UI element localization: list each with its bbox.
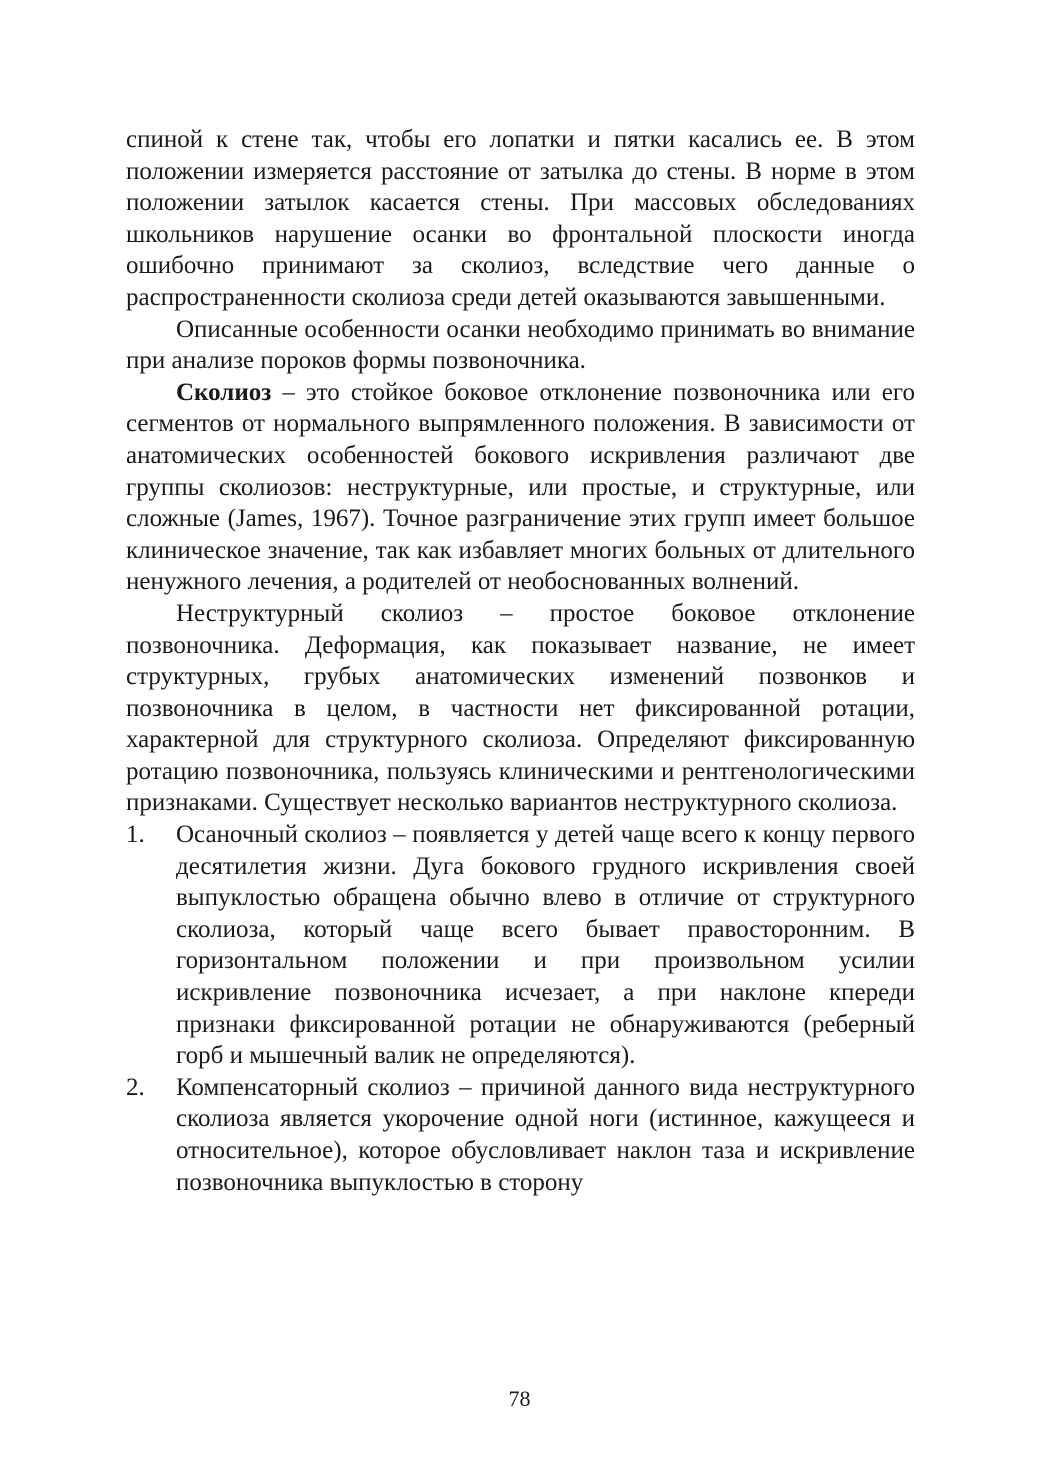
- paragraph-posture-note: Описанные особенности осанки необходимо принимать во внимание при анализе пороков формы позвоночника.: [126, 315, 915, 375]
- paragraph-nonstructural: Неструктурный сколиоз – простое боковое отклонение позвоночника. Деформация, как показывает название, не имеет структурных, грубых анатомических изменений позвонков и позвоночника в целом, в частности нет фиксированной ротации, характерной для структурного сколиоза. Определяют фиксированную ротацию позвоночника, пользуясь клиническими и рентгенологическими признаками. Существует несколько вариантов неструктурного сколиоза.: [126, 599, 915, 817]
- term-scoliosis: Сколиоз: [176, 378, 272, 406]
- body-text: [126, 124, 915, 1198]
- page-number: 78: [508, 1386, 531, 1411]
- list-number: 1.: [126, 821, 145, 849]
- list-text: Компенсаторный сколиоз – причиной данного вида неструктурного сколиоза является укорочение одной ноги (истинное, кажущееся и относительное), которое обусловливает наклон таза и искривление позвоночника выпуклостью в сторону: [176, 1073, 915, 1196]
- list-text: Осаночный сколиоз – появляется у детей чаще всего к концу первого десятилетия жизни. Дуга бокового грудного искривления своей выпуклостью обращена обычно влево в отличие от структурного сколиоза, который чаще всего бывает правосторонним. В горизонтальном положении и при произвольном усилии искривление позвоночника исчезает, а при наклоне кпереди признаки фиксированной ротации не обнаруживаются (реберный горб и мышечный валик не определяются).: [176, 821, 915, 1070]
- paragraph-scoliosis-definition: [126, 377, 915, 598]
- list-item-2: [126, 1072, 915, 1198]
- list-number: 2.: [126, 1073, 145, 1101]
- definition-text: – это стойкое боковое отклонение позвоночника или его сегментов от нормального выпрямленного положения. В зависимости от анатомических особенностей бокового искривления различают две группы сколиозов: неструктурные, или простые, и структурные, или сложные (James, 1967). Точное разграничение этих групп имеет большое клиническое значение, так как избавляет многих больных от длительного ненужного лечения, а родителей от необоснованных волнений.: [126, 378, 915, 596]
- list-item-1: [126, 819, 915, 1072]
- paragraph-continuation: спиной к стене так, чтобы его лопатки и пятки касались ее. В этом положении измеряется расстояние от затылка до стены. В норме в этом положении затылок касается стены. При массовых обследованиях школьников нарушение осанки во фронтальной плоскости иногда ошибочно принимают за сколиоз, вследствие чего данные о распространенности сколиоза среди детей оказываются завышенными.: [126, 126, 915, 311]
